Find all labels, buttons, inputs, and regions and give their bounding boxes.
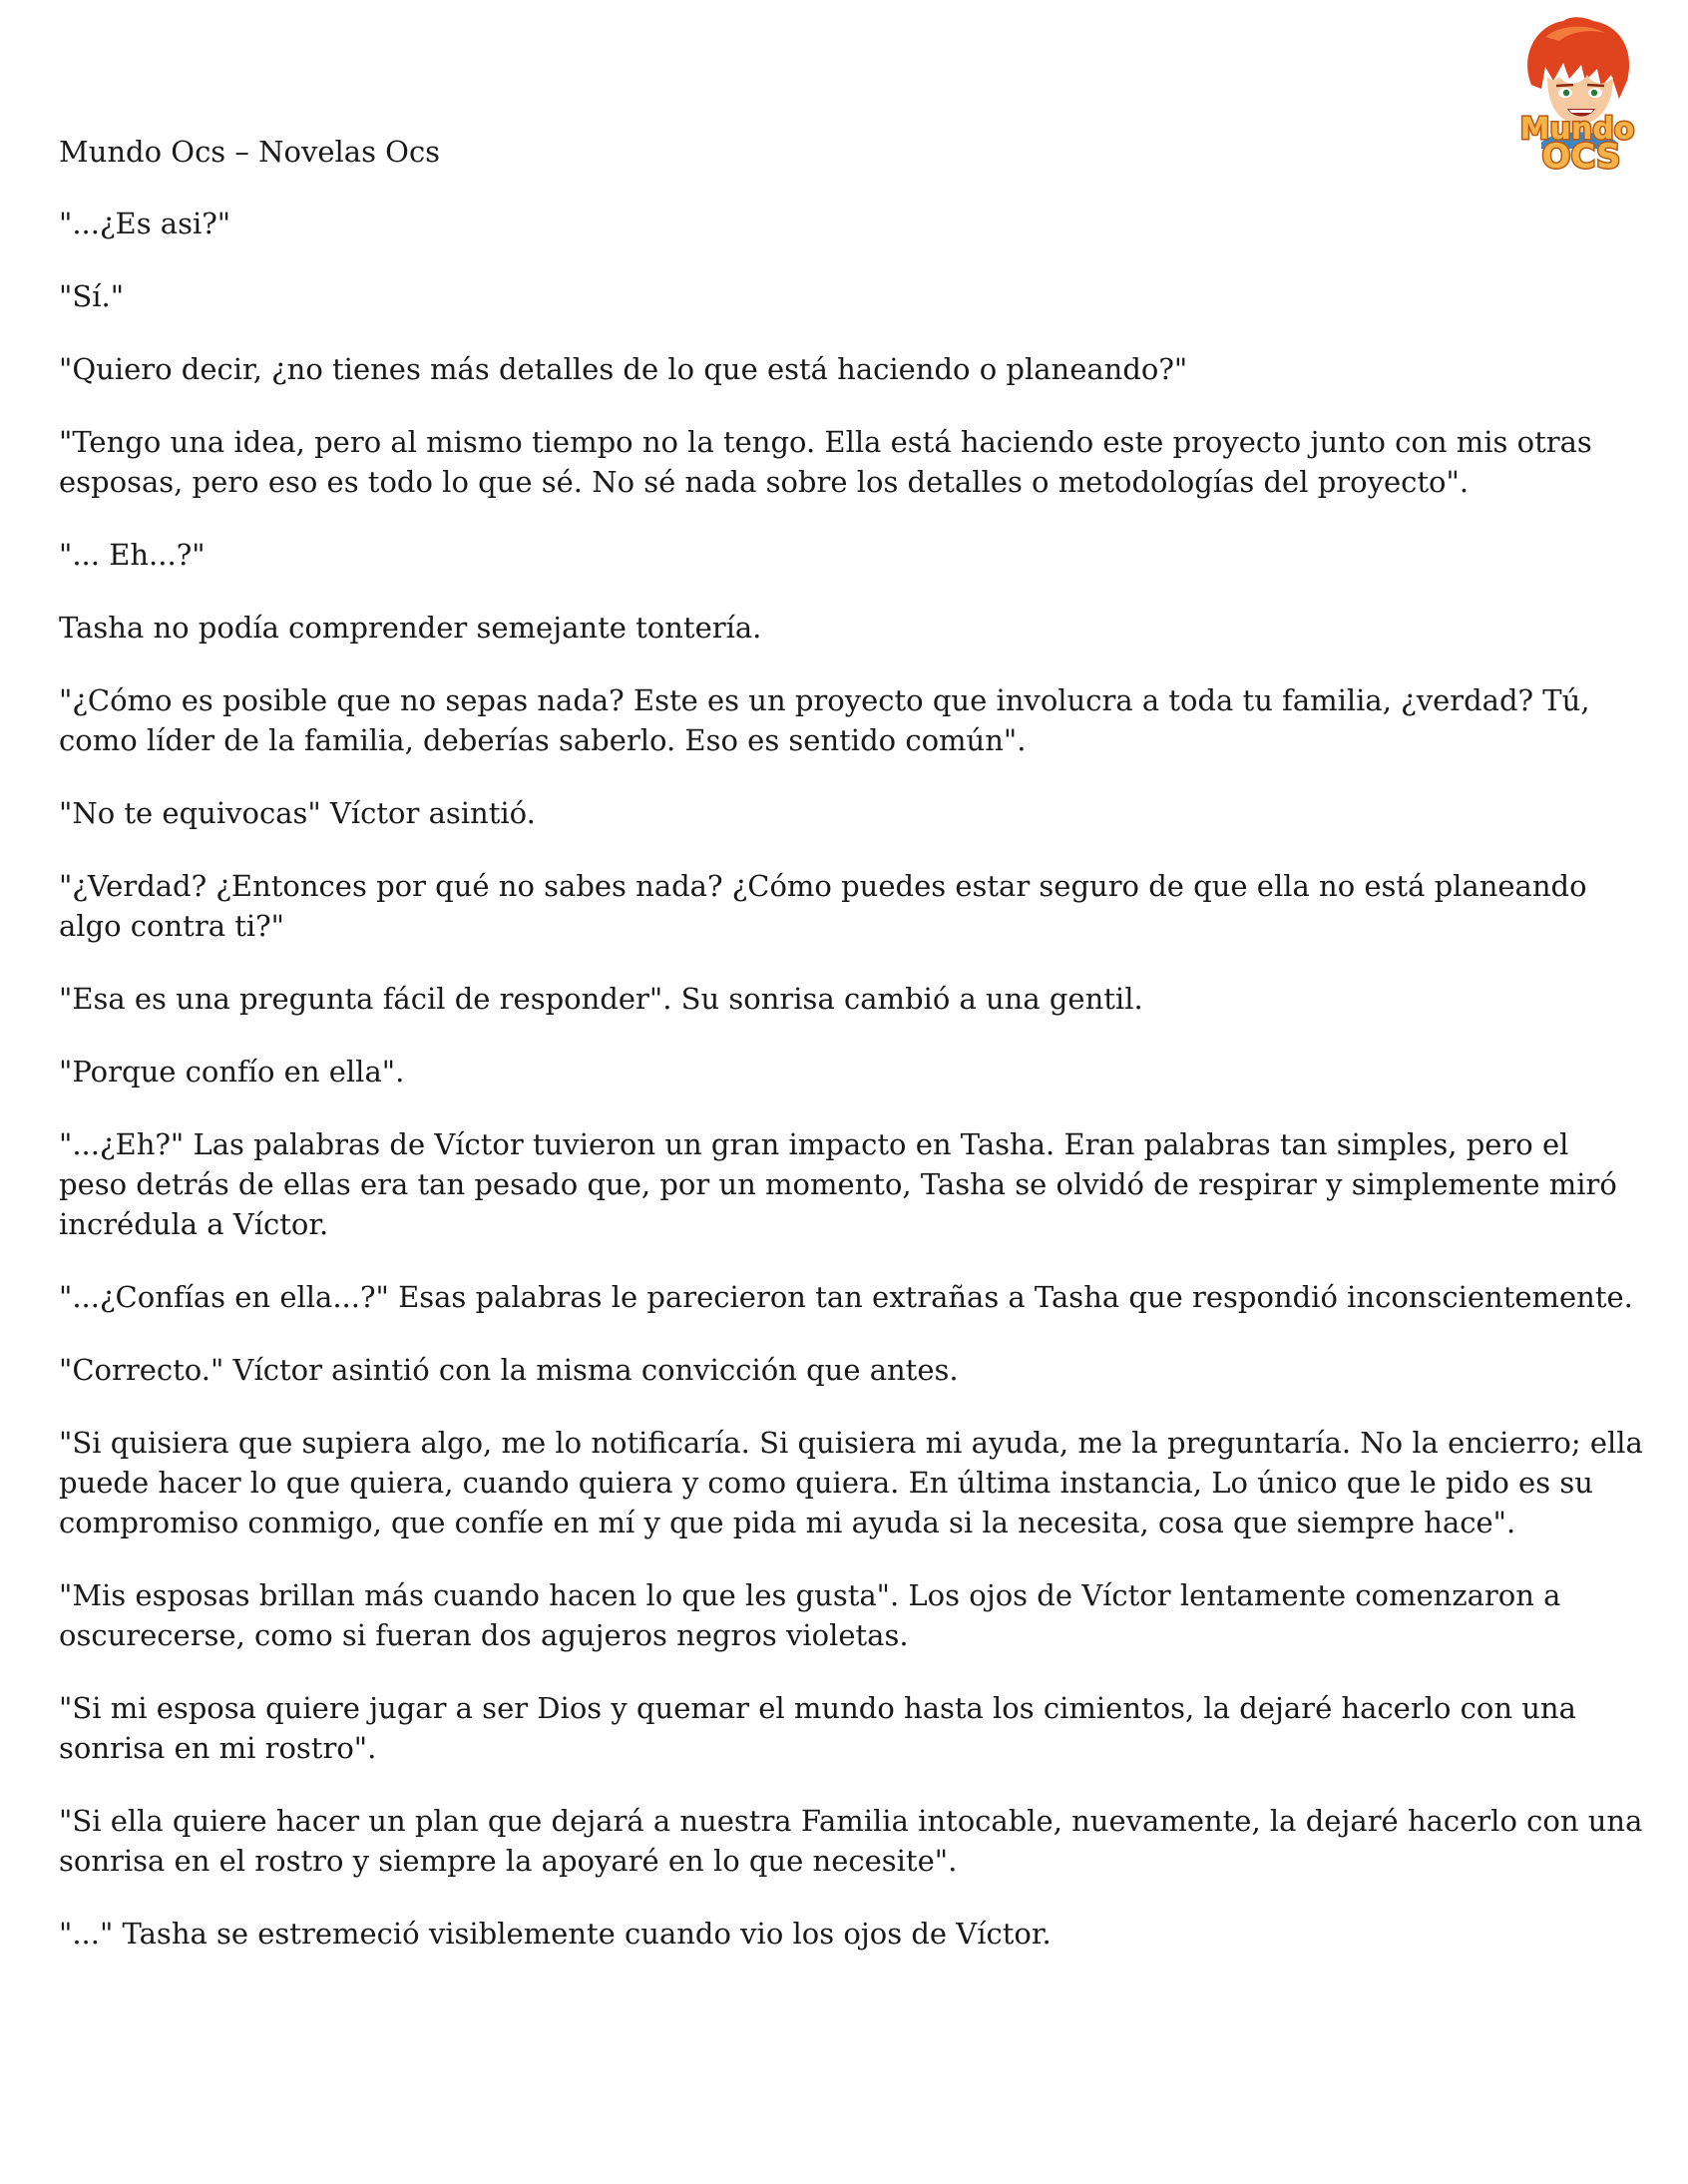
paragraph: "Sí." xyxy=(59,279,125,313)
paragraph: "...¿Confías en ella...?" Esas palabras le parecieron tan extrañas a Tasha que respondió inconscientemente. xyxy=(59,1280,1633,1314)
logo-text-ocs: OCS xyxy=(1541,137,1621,173)
paragraph: "..." Tasha se estremeció visiblemente cuando vio los ojos de Víctor. xyxy=(59,1917,1052,1951)
paragraph: "Quiero decir, ¿no tienes más detalles de lo que está haciendo o planeando?" xyxy=(59,352,1188,386)
paragraph: "Tengo una idea, pero al mismo tiempo no la tengo. Ella está haciendo este proyecto junto con mis otras esposas, pero eso es todo lo que sé. No sé nada sobre los detalles o metodologías del proyecto". xyxy=(59,425,1592,499)
paragraph: "¿Verdad? ¿Entonces por qué no sabes nada? ¿Cómo puedes estar seguro de que ella no está planeando algo contra ti?" xyxy=(59,869,1587,943)
paragraph: "... Eh...?" xyxy=(59,538,206,572)
mundo-ocs-logo xyxy=(1501,15,1653,173)
paragraph: "Esa es una pregunta fácil de responder". Su sonrisa cambió a una gentil. xyxy=(59,982,1143,1016)
paragraph: "Porque confío en ella". xyxy=(59,1055,405,1089)
paragraph: "¿Cómo es posible que no sepas nada? Este es un proyecto que involucra a toda tu familia, ¿verdad? Tú, como líder de la familia, deberías saberlo. Eso es sentido común". xyxy=(59,683,1590,757)
paragraph: "Si quisiera que supiera algo, me lo notificaría. Si quisiera mi ayuda, me la preguntaría. No la encierro; ella puede hacer lo que quiera, cuando quiera y como quiera. En última instancia, Lo único que le pido es su compromiso conmigo, que confíe en mí y que pida mi ayuda si la necesita, cosa que siempre hace". xyxy=(59,1426,1643,1539)
paragraph: "Si mi esposa quiere jugar a ser Dios y quemar el mundo hasta los cimientos, la dejaré hacerlo con una sonrisa en mi rostro". xyxy=(59,1691,1576,1765)
logo-text-mundo: Mundo xyxy=(1519,112,1635,147)
paragraph: "...¿Eh?" Las palabras de Víctor tuvieron un gran impacto en Tasha. Eran palabras tan simples, pero el peso detrás de ellas era tan pesado que, por un momento, Tasha se olvidó de respirar y simplemente miró incrédula a Víctor. xyxy=(59,1127,1617,1241)
body-text xyxy=(59,204,1645,1986)
paragraph: "...¿Es asi?" xyxy=(59,207,231,240)
paragraph: "No te equivocas" Víctor asintió. xyxy=(59,796,536,830)
page-header-title: Mundo Ocs – Novelas Ocs xyxy=(59,135,441,169)
paragraph: "Mis esposas brillan más cuando hacen lo que les gusta". Los ojos de Víctor lentamente comenzaron a oscurecerse, como si fueran dos agujeros negros violetas. xyxy=(59,1578,1561,1652)
paragraph: Tasha no podía comprender semejante tontería. xyxy=(59,611,762,645)
paragraph: "Correcto." Víctor asintió con la misma convicción que antes. xyxy=(59,1353,959,1387)
paragraph: "Si ella quiere hacer un plan que dejará a nuestra Familia intocable, nuevamente, la dejaré hacerlo con una sonrisa en el rostro y siempre la apoyaré en lo que necesite". xyxy=(59,1804,1643,1878)
